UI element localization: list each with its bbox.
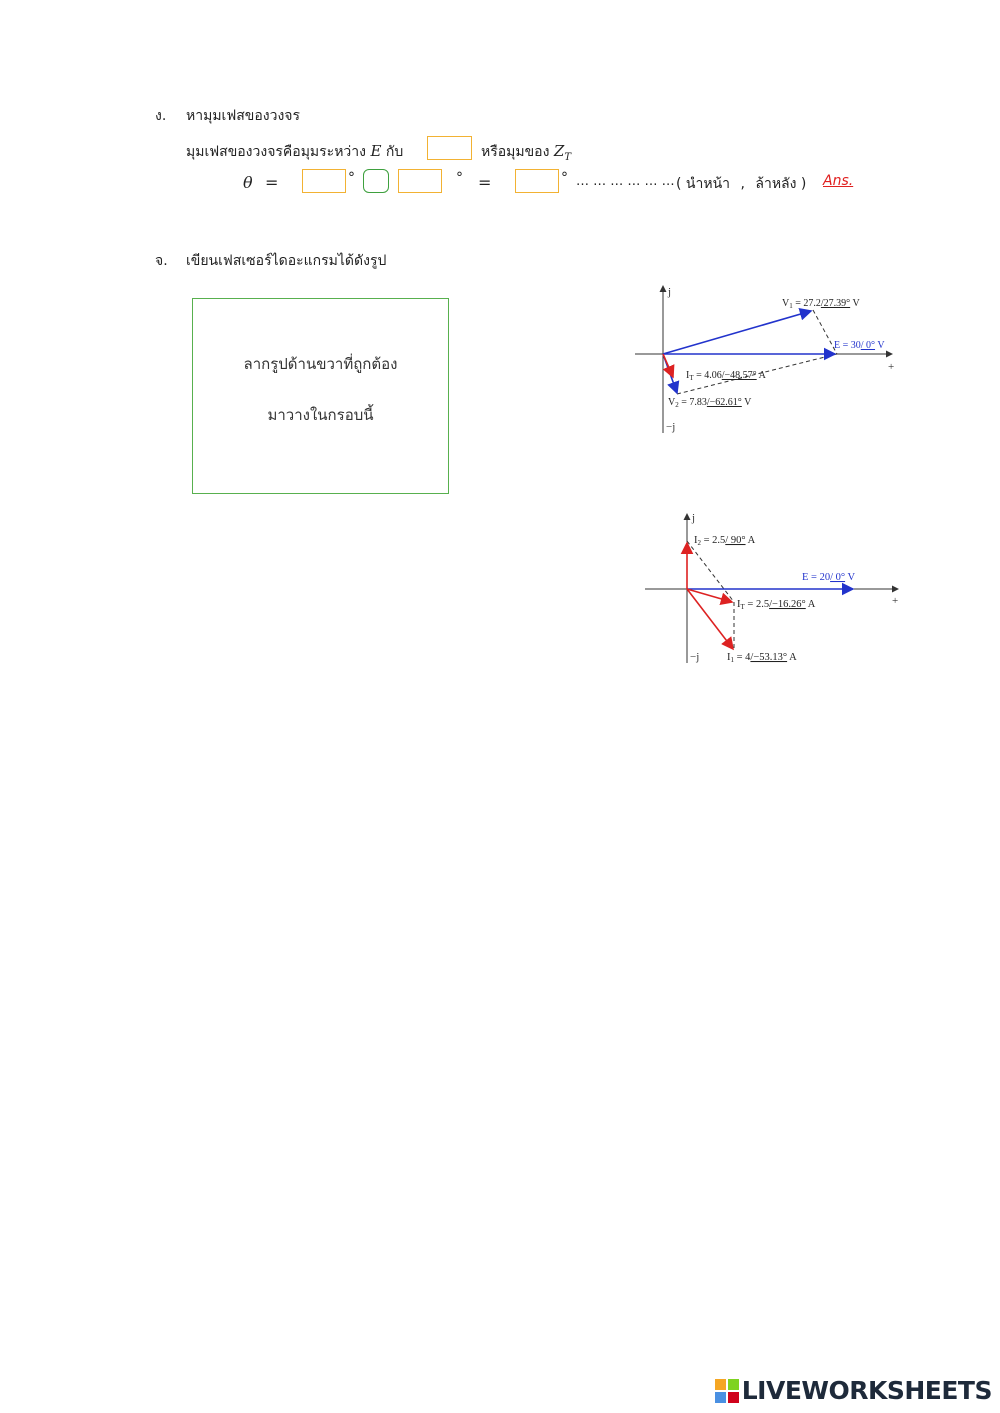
degree-sign-3: ° xyxy=(561,170,568,186)
answer-dots: … … … … … … xyxy=(576,174,675,189)
d2-e-label: E = 20/ 0° V xyxy=(802,572,856,583)
d1-v1-label: $V_1 = 27.2/27.39^\circ$ V xyxy=(782,298,860,310)
with-text: กับ xyxy=(385,144,404,160)
liveworksheets-logo xyxy=(715,1376,992,1405)
equals-sign-1: = xyxy=(265,173,279,192)
d2-it-label: IT = 2.5/−16.26° A xyxy=(737,599,816,611)
var-z-sub: T xyxy=(564,151,571,163)
var-e: E xyxy=(370,142,382,160)
section-j-heading: เขียนเฟสเซอร์ไดอะแกรมได้ดังรูป xyxy=(186,253,387,269)
d1-e-label: E = 30/ 0° V xyxy=(834,340,885,351)
logo-grid-icon xyxy=(715,1379,739,1403)
lead-option: นำหน้า xyxy=(685,176,731,192)
var-z: Z xyxy=(553,142,565,160)
answer-box-compare[interactable] xyxy=(427,136,472,160)
d1-vector-v1 xyxy=(663,311,811,354)
d2-vector-i1 xyxy=(687,589,733,649)
phasor-diagram-1[interactable] xyxy=(630,278,900,438)
d1-v2-label: $V_2 = 7.83/-62.61^\circ$ V xyxy=(668,397,752,409)
theta-symbol: θ xyxy=(243,173,253,192)
operator-box[interactable] xyxy=(363,169,389,193)
section-ng-marker: ง. xyxy=(155,108,167,124)
ans-label: Ans. xyxy=(823,173,854,189)
d1-j-label: j xyxy=(668,286,672,298)
degree-sign-2: ° xyxy=(456,170,463,186)
d2-i1-label: I1 = 4/−53.13° A xyxy=(727,652,797,664)
d2-i2-label: I2 = 2.5/ 90° A xyxy=(694,535,756,547)
definition-text: มุมเฟสของวงจรคือมุมระหว่าง xyxy=(186,144,366,160)
answer-box-angle-1[interactable] xyxy=(302,169,346,193)
d1-it-label: $I_T = 4.06/-48.57^\circ$ A xyxy=(686,370,766,382)
drop-zone-line-2: มาวางในกรอบนี้ xyxy=(267,406,374,424)
answer-box-angle-2[interactable] xyxy=(398,169,442,193)
d2-vector-it xyxy=(687,589,732,602)
d1-plus-label: + xyxy=(888,361,895,373)
or-text: หรือมุมของ xyxy=(481,144,550,160)
logo-text: LIVEWORKSHEETS xyxy=(741,1376,992,1405)
section-ng-heading: หามุมเฟสของวงจร xyxy=(186,108,301,124)
drop-zone[interactable] xyxy=(192,298,449,494)
comma: , xyxy=(740,176,745,192)
d1-neg-j-label: −j xyxy=(666,421,676,433)
drop-zone-line-1: ลากรูปด้านขวาที่ถูกต้อง xyxy=(243,355,398,373)
d1-vector-it xyxy=(663,354,673,377)
d2-dash-1 xyxy=(687,541,734,602)
paren-close: ) xyxy=(800,176,807,192)
d2-j-label: j xyxy=(692,512,696,524)
paren-open: ( xyxy=(676,176,682,192)
phase-angle-definition xyxy=(186,141,403,163)
lag-option: ล้าหลัง xyxy=(755,176,797,192)
answer-box-result[interactable] xyxy=(515,169,559,193)
d2-plus-label: + xyxy=(892,595,899,607)
lead-lag-choice xyxy=(676,173,806,195)
d2-neg-j-label: −j xyxy=(690,651,700,663)
degree-sign-1: ° xyxy=(348,170,355,186)
equals-sign-2: = xyxy=(478,173,492,192)
section-j-marker: จ. xyxy=(155,253,168,269)
impedance-angle-text xyxy=(481,141,571,163)
phasor-diagram-2[interactable] xyxy=(640,508,910,668)
